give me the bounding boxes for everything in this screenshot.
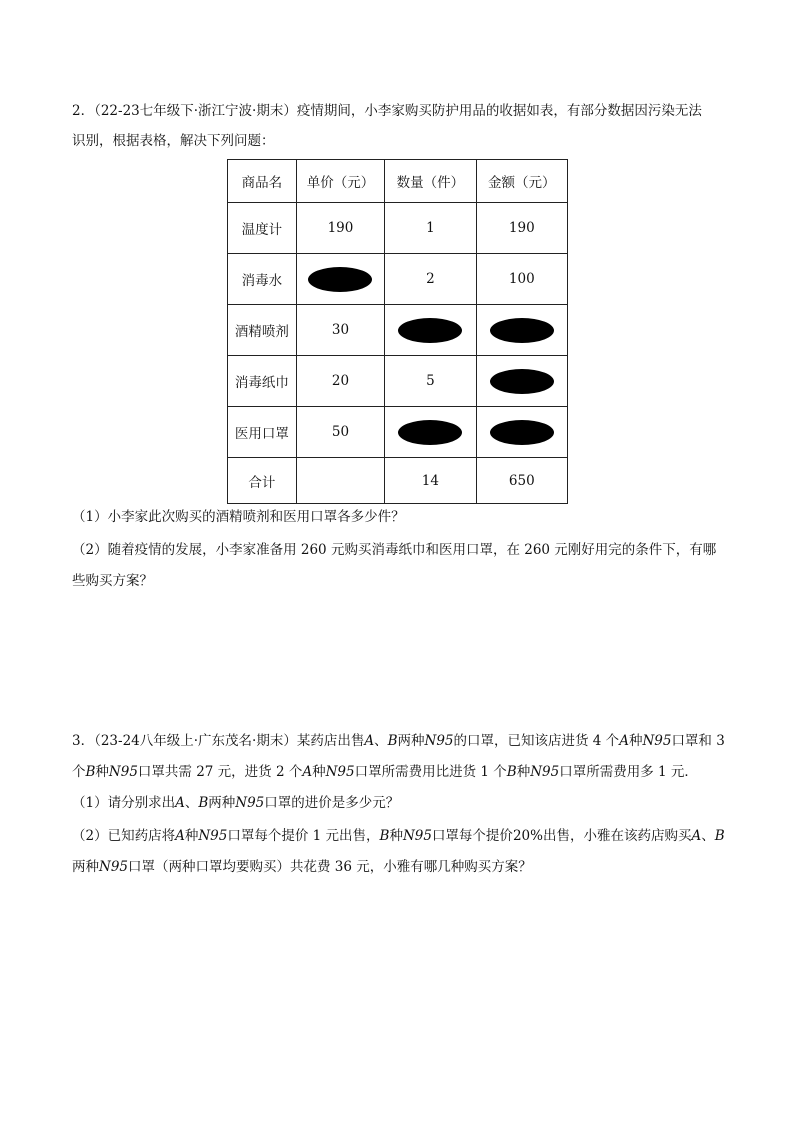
text-kind: 种: [628, 733, 643, 749]
text-two-kinds: 两种: [397, 733, 425, 749]
n95: N95: [99, 859, 128, 875]
cell-name: 消毒纸巾: [228, 356, 297, 407]
q3-line-1: [72, 731, 725, 751]
q3-line-2-c: 口罩所需费用比进货 1 个: [354, 764, 507, 780]
var-b: B: [387, 733, 398, 749]
table-row: [228, 254, 568, 305]
var-a: A: [364, 733, 375, 749]
table-row: [228, 203, 568, 254]
var-a: A: [175, 828, 185, 844]
q3-sub-1-a: （1）请分别求出: [72, 795, 176, 811]
cell-amount-obscured: [476, 305, 567, 356]
cell-quantity: 1: [385, 203, 476, 254]
cell-name: 医用口罩: [228, 407, 297, 458]
q2-sub-2-line-1: （2）随着疫情的发展，小李家准备用 260 元购买消毒纸巾和医用口罩，在 260 元刚好用完的条件下，有哪: [72, 542, 717, 558]
cell-amount-obscured: [476, 356, 567, 407]
cell-name: 酒精喷剂: [228, 305, 297, 356]
cell-quantity: 5: [385, 356, 476, 407]
text-kind: 种: [184, 828, 199, 844]
header-item-name: 商品名: [228, 160, 297, 203]
n95: N95: [642, 733, 672, 749]
table-row: [228, 356, 568, 407]
ink-blot: [490, 318, 554, 343]
text-kind: 种: [95, 764, 109, 780]
ink-blot: [490, 420, 554, 445]
table-row: [228, 407, 568, 458]
q3-sub-1: [72, 793, 399, 813]
n95: N95: [424, 733, 454, 749]
q3-sub-2-f: 口罩（两种口罩均要购买）共花费 36 元，小雅有哪几种购买方案？: [128, 859, 532, 875]
q3-sub-2-d: 出售，小雅在该药店购买: [542, 828, 692, 844]
receipt-table: [227, 159, 568, 504]
cell-quantity-obscured: [385, 407, 476, 458]
cell-name: 温度计: [228, 203, 297, 254]
cell-name: 消毒水: [228, 254, 297, 305]
var-a: A: [691, 828, 702, 844]
var-b: B: [506, 764, 517, 780]
q3-line-2-a: 个: [72, 764, 86, 780]
var-b: B: [379, 828, 390, 844]
table-header-row: [228, 160, 568, 203]
ink-blot: [308, 267, 372, 292]
cell-unit-price: 30: [296, 305, 384, 356]
var-a: A: [302, 764, 313, 780]
n95: N95: [235, 795, 265, 811]
table-total-row: [228, 458, 568, 504]
q2-line-2: 识别，根据表格，解决下列问题：: [72, 133, 275, 149]
q3-sub-2-line-2: [72, 857, 532, 877]
q3-line-1-a: 3．（23-24八年级上·广东茂名·期末）某药店出售: [72, 733, 365, 749]
n95: N95: [325, 764, 355, 780]
header-quantity: 数量（件）: [385, 160, 476, 203]
q3-sub-1-b: 口罩的进价是多少元？: [264, 795, 400, 811]
cell-amount: 190: [476, 203, 567, 254]
q3-line-2: [72, 762, 698, 782]
cell-amount-obscured: [476, 407, 567, 458]
table-row: [228, 305, 568, 356]
var-b: B: [85, 764, 96, 780]
cell-unit-price: 190: [296, 203, 384, 254]
cell-amount: 650: [476, 458, 567, 504]
var-a: A: [175, 795, 185, 811]
text-kind: 种: [389, 828, 403, 844]
ink-blot: [490, 369, 554, 394]
cell-unit-price: 50: [296, 407, 384, 458]
q2-sub-1: （1）小李家此次购买的酒精喷剂和医用口罩各多少件？: [72, 509, 405, 525]
n95: N95: [530, 764, 560, 780]
cell-unit-price: 20: [296, 356, 384, 407]
q3-line-2-b: 口罩共需 27 元，进货 2 个: [137, 764, 303, 780]
header-amount: 金额（元）: [476, 160, 567, 203]
n95: N95: [108, 764, 138, 780]
cell-quantity: 2: [385, 254, 476, 305]
n95: N95: [402, 828, 432, 844]
q2-line-1: 2．（22-23七年级下·浙江宁波·期末）疫情期间，小李家购买防护用品的收据如表，有部分数据因污染无法: [72, 103, 702, 119]
q3-sub-2-c: 口罩每个提价: [431, 828, 513, 844]
ink-blot: [398, 420, 462, 445]
q3-sub-2-b: 口罩每个提价 1 元出售，: [227, 828, 380, 844]
var-a: A: [619, 733, 629, 749]
q3-sub-2-a: （2）已知药店将: [72, 828, 176, 844]
cell-unit-price-obscured: [296, 254, 384, 305]
q3-line-2-d: 口罩所需费用多 1 元．: [559, 764, 698, 780]
cell-quantity: 14: [385, 458, 476, 504]
cell-quantity-obscured: [385, 305, 476, 356]
header-unit-price: 单价（元）: [296, 160, 384, 203]
q3-line-1-c: 口罩和 3: [671, 733, 725, 749]
cell-unit-price: [296, 458, 384, 504]
separator: 、: [701, 828, 715, 844]
n95: N95: [198, 828, 228, 844]
q3-sub-2-line-1: [72, 826, 725, 846]
text-two-kinds: 两种: [208, 795, 236, 811]
separator: 、: [184, 795, 199, 811]
percent-value: 20%: [512, 828, 543, 844]
text-kind: 种: [312, 764, 326, 780]
ink-blot: [398, 318, 462, 343]
q3-sub-2-e: 两种: [72, 859, 99, 875]
var-b: B: [714, 828, 725, 844]
cell-amount: 100: [476, 254, 567, 305]
separator: 、: [374, 733, 388, 749]
text-kind: 种: [516, 764, 531, 780]
cell-name: 合计: [228, 458, 297, 504]
q3-line-1-b: 的口罩，已知该店进货 4 个: [453, 733, 620, 749]
var-b: B: [198, 795, 209, 811]
q2-sub-2-line-2: 些购买方案？: [72, 573, 153, 589]
